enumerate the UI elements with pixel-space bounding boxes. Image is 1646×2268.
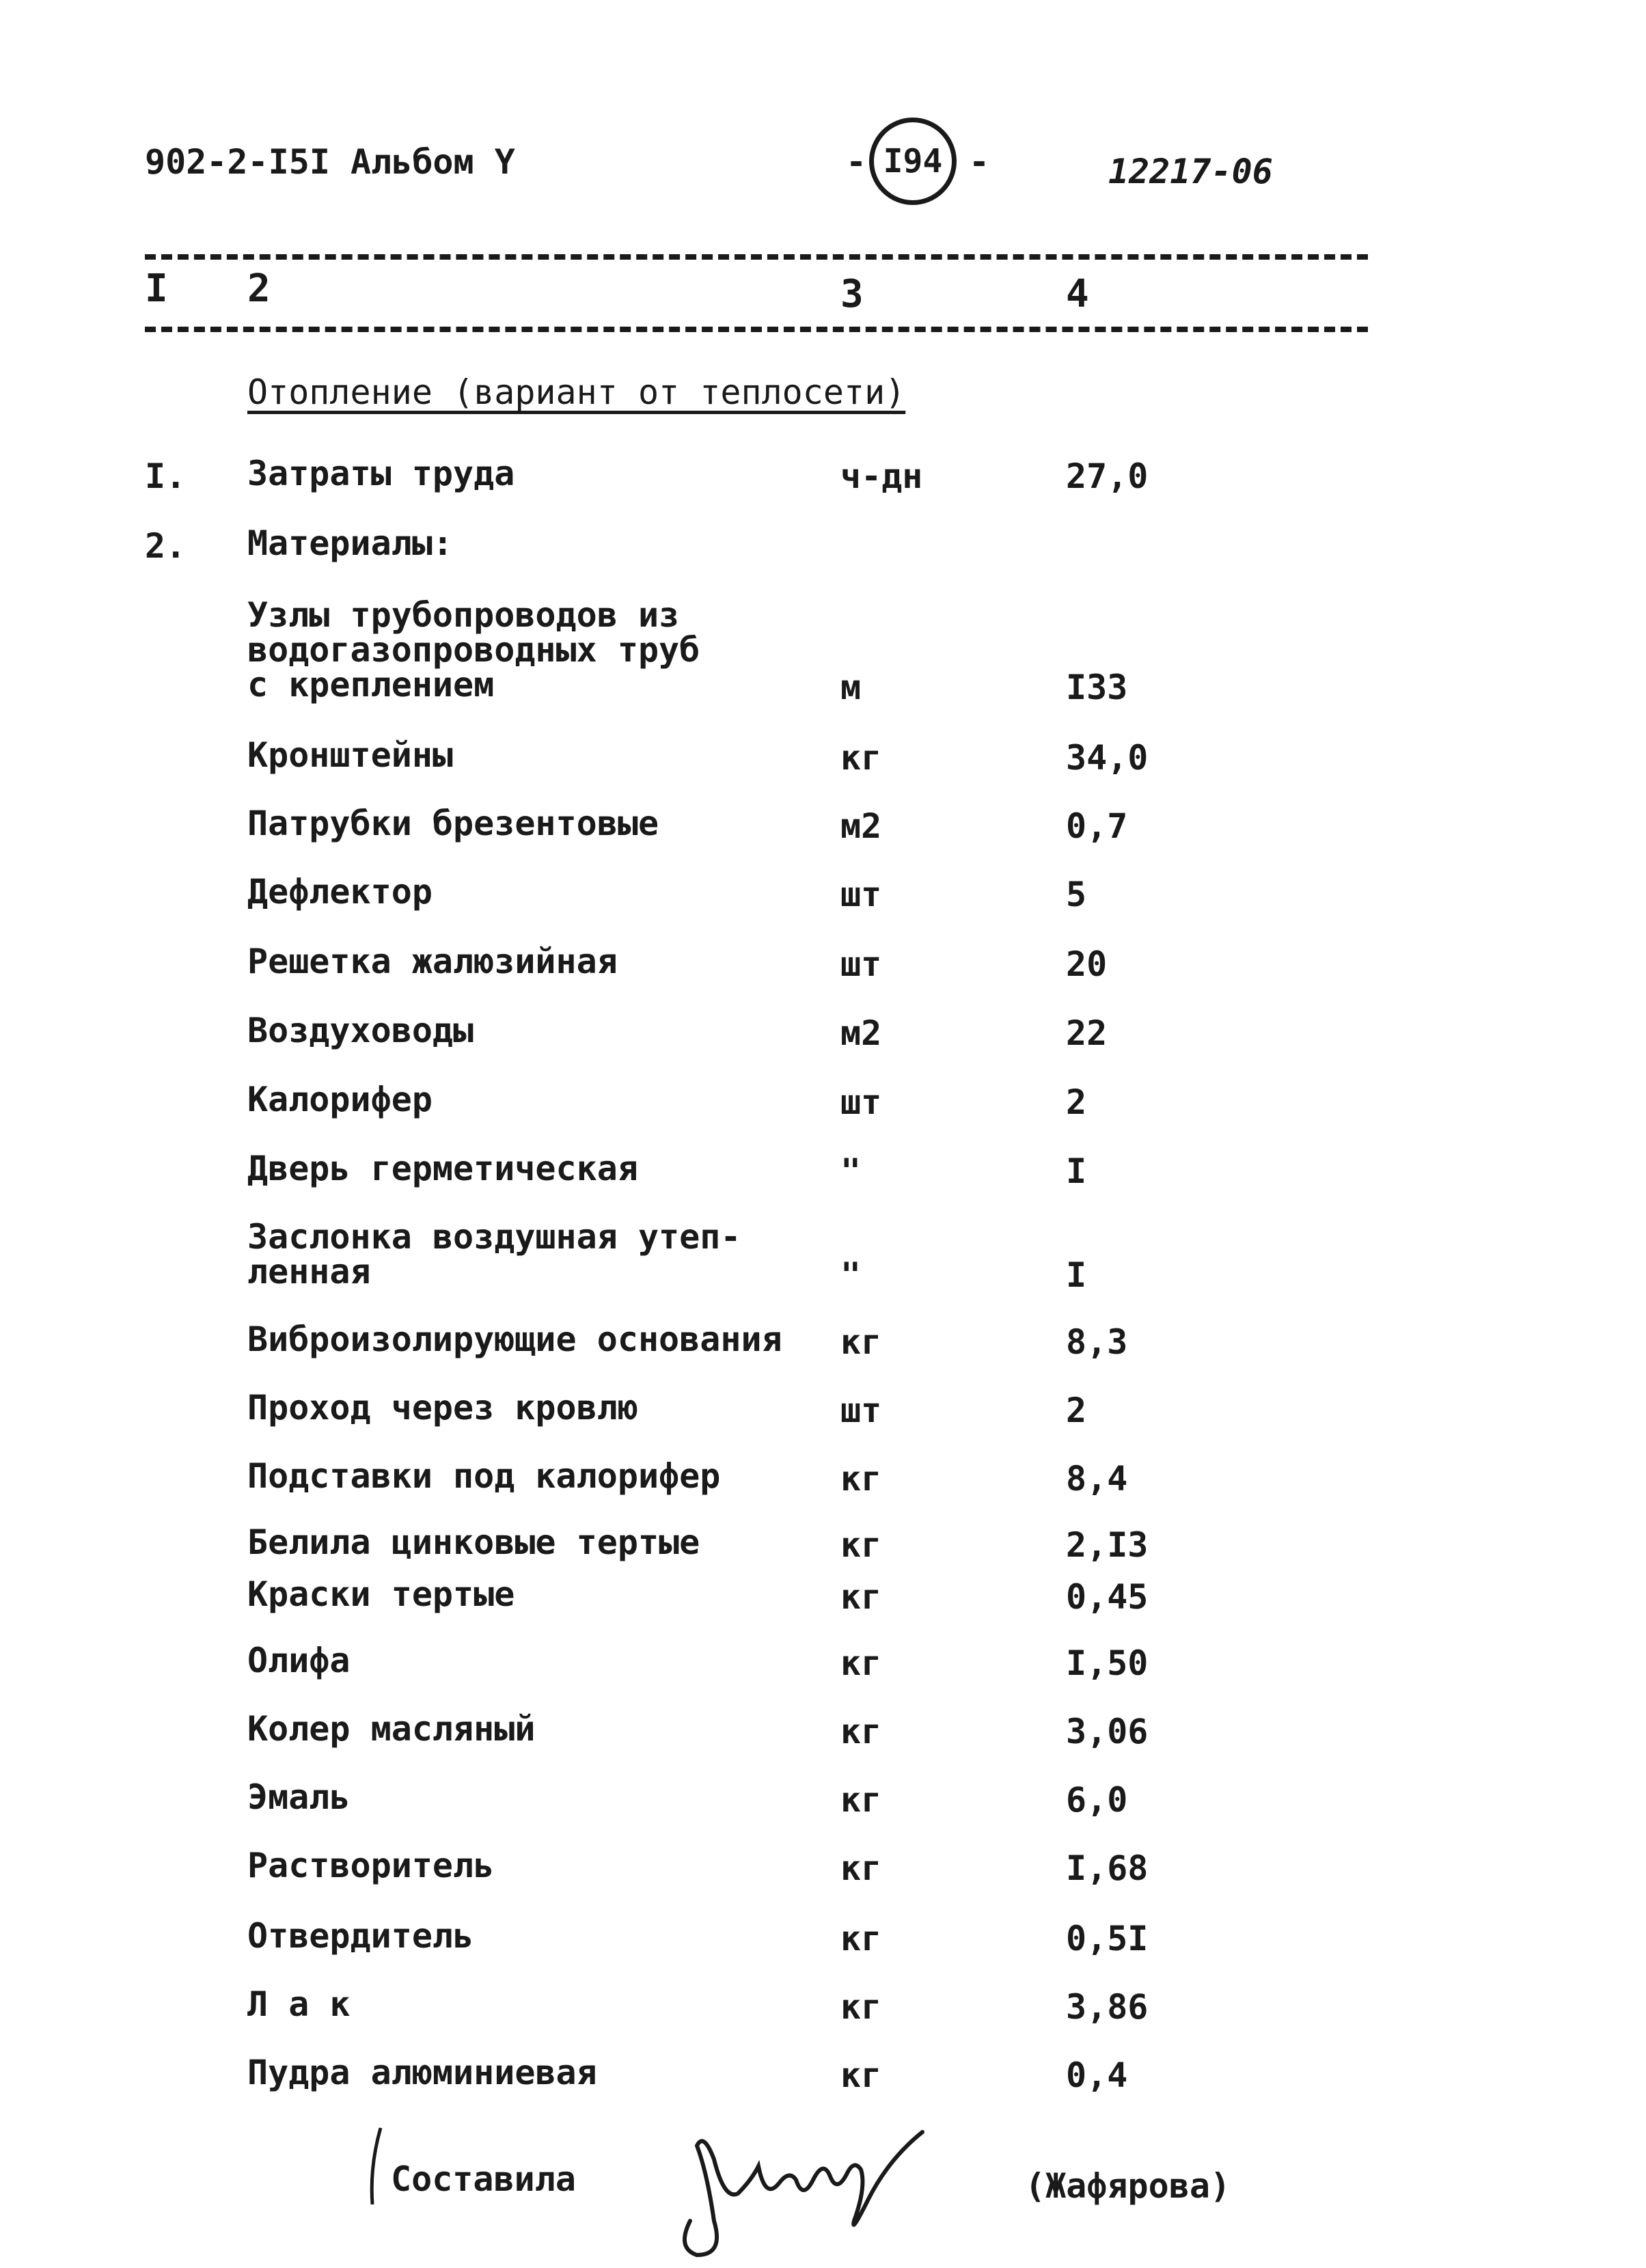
row-value: I,50 — [1066, 1643, 1149, 1683]
row-name: Патрубки брезентовые — [247, 804, 659, 843]
row-value: I — [1066, 1255, 1087, 1295]
row-value: 34,0 — [1066, 738, 1149, 778]
row-unit: м2 — [840, 806, 882, 846]
row-number: I. — [145, 456, 187, 496]
row-unit: кг — [840, 1525, 882, 1565]
row-name: Кронштейны — [247, 735, 454, 775]
row-unit: " — [840, 1255, 862, 1295]
row-value: 0,45 — [1066, 1577, 1149, 1617]
row-name: Заслонка воздушная утеп- ленная — [247, 1217, 741, 1292]
row-name: Белила цинковые тертые — [247, 1522, 700, 1562]
top-dashed-rule — [145, 254, 1368, 260]
page-number-dash-left: - — [846, 142, 867, 182]
row-value: 5 — [1066, 875, 1087, 914]
row-value: 8,3 — [1066, 1322, 1128, 1362]
column-header-2: 2 — [247, 267, 271, 311]
row-unit: м2 — [840, 1013, 882, 1053]
row-unit: кг — [840, 738, 882, 778]
compiler-name: (Жафярова) — [1025, 2166, 1231, 2206]
row-name: Дефлектор — [247, 872, 433, 912]
page-number-dash-right: - — [969, 142, 990, 182]
row-unit: кг — [840, 1577, 882, 1617]
row-value: 6,0 — [1066, 1780, 1128, 1820]
row-name: Л а к — [247, 1984, 351, 2024]
row-name: Олифа — [247, 1641, 351, 1680]
row-unit: кг — [840, 1459, 882, 1499]
row-name: Пудра алюминиевая — [247, 2053, 597, 2092]
row-name: Проход через кровлю — [247, 1388, 638, 1427]
compiled-by-label: Составила — [391, 2159, 576, 2199]
row-value: 8,4 — [1066, 1459, 1128, 1499]
row-name: Узлы трубопроводов из водогазопроводных труб с креплением — [247, 595, 700, 705]
row-unit: " — [840, 1151, 862, 1191]
bottom-dashed-rule — [145, 327, 1368, 332]
row-value: I — [1066, 1151, 1087, 1191]
row-value: 2 — [1066, 1082, 1087, 1122]
row-value: I,68 — [1066, 1848, 1149, 1888]
column-header-3: 3 — [840, 272, 864, 316]
row-name: Колер масляный — [247, 1709, 536, 1749]
row-unit: кг — [840, 1848, 882, 1888]
row-name: Подставки под калорифер — [247, 1456, 721, 1496]
row-name: Эмаль — [247, 1777, 351, 1817]
column-header-1: I — [145, 267, 168, 311]
row-unit: кг — [840, 1987, 882, 2027]
row-name: Отвердитель — [247, 1916, 474, 1956]
row-value: 0,7 — [1066, 806, 1128, 846]
row-name: Воздуховоды — [247, 1011, 474, 1050]
signature — [649, 2118, 936, 2262]
row-value: I33 — [1066, 668, 1128, 707]
row-name: Растворитель — [247, 1846, 495, 1885]
row-name: Дверь герметическая — [247, 1149, 638, 1188]
row-unit: шт — [840, 1082, 882, 1122]
row-value: 0,5I — [1066, 1919, 1149, 1958]
row-unit: кг — [840, 1919, 882, 1958]
page-number-badge: I94 — [869, 118, 957, 205]
column-header-4: 4 — [1066, 272, 1089, 316]
row-name: Краски тертые — [247, 1574, 515, 1614]
row-name: Решетка жалюзийная — [247, 942, 618, 981]
row-unit: шт — [840, 944, 882, 984]
row-value: 2,I3 — [1066, 1525, 1149, 1565]
row-unit: шт — [840, 875, 882, 914]
row-number: 2. — [145, 526, 187, 566]
section-title: Отопление (вариант от теплосети) — [247, 372, 906, 412]
row-unit: кг — [840, 1780, 882, 1820]
row-value: 2 — [1066, 1391, 1087, 1430]
row-name: Затраты труда — [247, 454, 515, 493]
row-unit: кг — [840, 1643, 882, 1683]
row-value: 27,0 — [1066, 456, 1149, 496]
row-value: 0,4 — [1066, 2055, 1128, 2095]
row-value: 3,86 — [1066, 1987, 1149, 2027]
row-value: 3,06 — [1066, 1712, 1149, 1751]
row-value: 20 — [1066, 944, 1108, 984]
document-code: 12217-06 — [1108, 152, 1273, 191]
row-unit: ч-дн — [840, 456, 923, 496]
row-value: 22 — [1066, 1013, 1108, 1053]
bracket-mark — [366, 2125, 386, 2207]
row-unit: шт — [840, 1391, 882, 1430]
row-unit: кг — [840, 1712, 882, 1751]
row-unit: м — [840, 668, 862, 707]
document-reference: 902-2-I5I Альбом Y — [145, 142, 515, 182]
row-name: Материалы: — [247, 523, 454, 563]
row-unit: кг — [840, 1322, 882, 1362]
row-unit: кг — [840, 2055, 882, 2095]
row-name: Калорифер — [247, 1080, 433, 1119]
row-name: Виброизолирующие основания — [247, 1320, 782, 1359]
